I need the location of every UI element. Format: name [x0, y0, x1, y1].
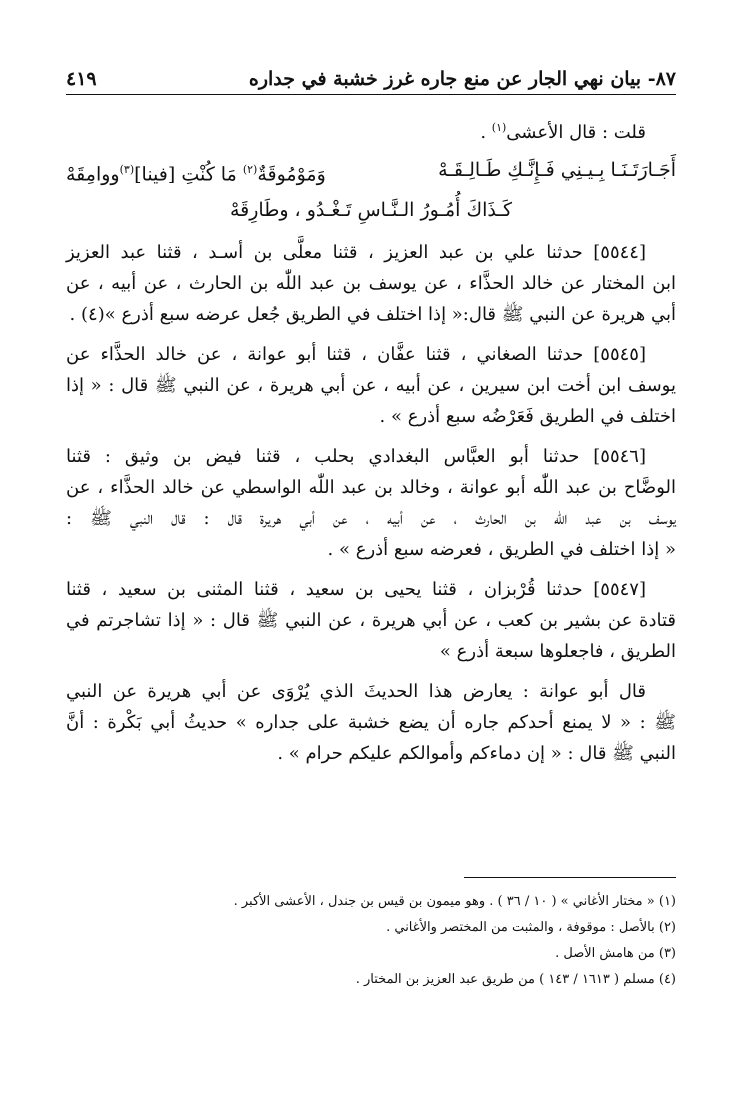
footnote-ref: (٣): [119, 163, 135, 176]
poem-line-2: كَـذَاكَ أُمُـورُ الـنَّـاسِ تَـغْـدُو ، وطَارِقَهْ: [229, 199, 513, 222]
text-line: ﷺ : « لا يمنع أحدكم جاره أن يضع خشبة على جداره » حديثُ أبي بَكْرة : أنَّ: [66, 712, 676, 734]
text-line: الوضَّاح بن عبد اللّٰه أبو عوانة ، وخالد بن عبد اللّٰه الواسطي عن خالد الحذَّاء ، عن: [66, 477, 676, 499]
footnote-1: (١) « مختار الأغاني » ( ١٠ / ٣٦ ) . وهو ميمون بن قيس بن جندل ، الأعشى الأكبر .: [233, 894, 676, 909]
poem-hemistich-1: أَجَـارَتَـنَـا بِـيـنِي فَـإِنَّـكِ طَـالِـقَـهْ: [438, 159, 676, 181]
footnote-ref: (٢): [242, 163, 258, 176]
poem-hemistich-2: [66, 152, 326, 192]
abu-awana-comment: [66, 676, 676, 769]
hadith-5545: [66, 339, 676, 432]
hadith-5547: [66, 574, 676, 667]
text-line: يوسف بن عبد اللّٰه بن الحارث ، عن أبيه ، عن أبي هريرة قال : قال النبي ﷺ :: [66, 508, 676, 530]
intro-end: .: [480, 122, 492, 143]
text-line: [٥٥٤٧] حدثنا قُرْبزان ، قثنا يحيى بن سعيد ، قثنا المثنى بن سعيد ، قثنا: [66, 579, 646, 601]
hadith-5544: [66, 237, 676, 330]
page-number: ٤١٩: [66, 68, 97, 90]
poem-line-1: [66, 152, 676, 192]
text-line: قتادة عن بشير بن كعب ، عن أبي هريرة ، عن النبي ﷺ قال : « إذا تشاجرتم في: [66, 610, 676, 632]
intro-line: [66, 112, 676, 148]
footnote-2: (٢) بالأصل : موقوفة ، والمثبت من المختصر والأغاني .: [386, 920, 676, 935]
text-line: النبي ﷺ قال : « إن دماءكم وأموالكم عليكم حرام » .: [277, 743, 676, 765]
text-line: قال أبو عوانة : يعارض هذا الحديثَ الذي يُرْوَى عن أبي هريرة عن النبي: [66, 681, 646, 703]
main-text: [66, 112, 676, 769]
footnotes: [66, 889, 676, 993]
page-header: [66, 50, 676, 95]
text-line: [٥٥٤٦] حدثنا أبو العبَّاس البغدادي بحلب ، قثنا فيض بن وثيق : قثنا: [66, 446, 646, 468]
footnote-ref: (١): [491, 121, 507, 134]
text-line: « إذا اختلف في الطريق ، فعرضه سبع أذرع » .: [327, 539, 676, 561]
poem-word: وَمَوْمُوقَةٌ: [257, 163, 326, 186]
text-line: أبي هريرة عن النبي ﷺ قال:« إذا اختلف في الطريق جُعل عرضه سبع أذرع »(٤) .: [69, 304, 676, 326]
text-line: اختلف في الطريق فَعَرْضُه سبع أذرع » .: [379, 406, 676, 428]
text-line: ابن المختار عن خالد الحذَّاء ، عن يوسف بن عبد اللّٰه بن الحارث ، عن أبيه ، عن: [66, 273, 676, 295]
hadith-5546: [66, 441, 676, 565]
poem-word: ووامِقَهْ: [66, 163, 120, 186]
text-line: الطريق ، فاجعلوها سبعة أذرع »: [439, 641, 676, 663]
intro-text: قلت : قال الأعشى: [506, 122, 646, 143]
chapter-title: ٨٧- بيان نهي الجار عن منع جاره غرز خشبة في جداره: [248, 68, 676, 90]
footnote-4: (٤) مسلم ( ١٦١٣ / ١٤٣ ) من طريق عبد العزيز بن المختار .: [355, 972, 676, 987]
footnote-3: (٣) من هامش الأصل .: [555, 946, 676, 961]
poem-words: مَا كُنْتِ [فينا]: [134, 163, 243, 186]
text-line: يوسف ابن أخت ابن سيرين ، عن أبيه ، عن أبي هريرة ، عن النبي ﷺ قال : « إذا: [66, 375, 676, 397]
text-line: [٥٥٤٥] حدثنا الصغاني ، قثنا عفَّان ، قثنا أبو عوانة ، عن خالد الحذَّاء عن: [66, 344, 646, 366]
text-line: [٥٥٤٤] حدثنا علي بن عبد العزيز ، قثنا معلَّى بن أسـد ، قثنا عبد العزيز: [66, 242, 646, 264]
footnote-divider: [464, 877, 676, 878]
